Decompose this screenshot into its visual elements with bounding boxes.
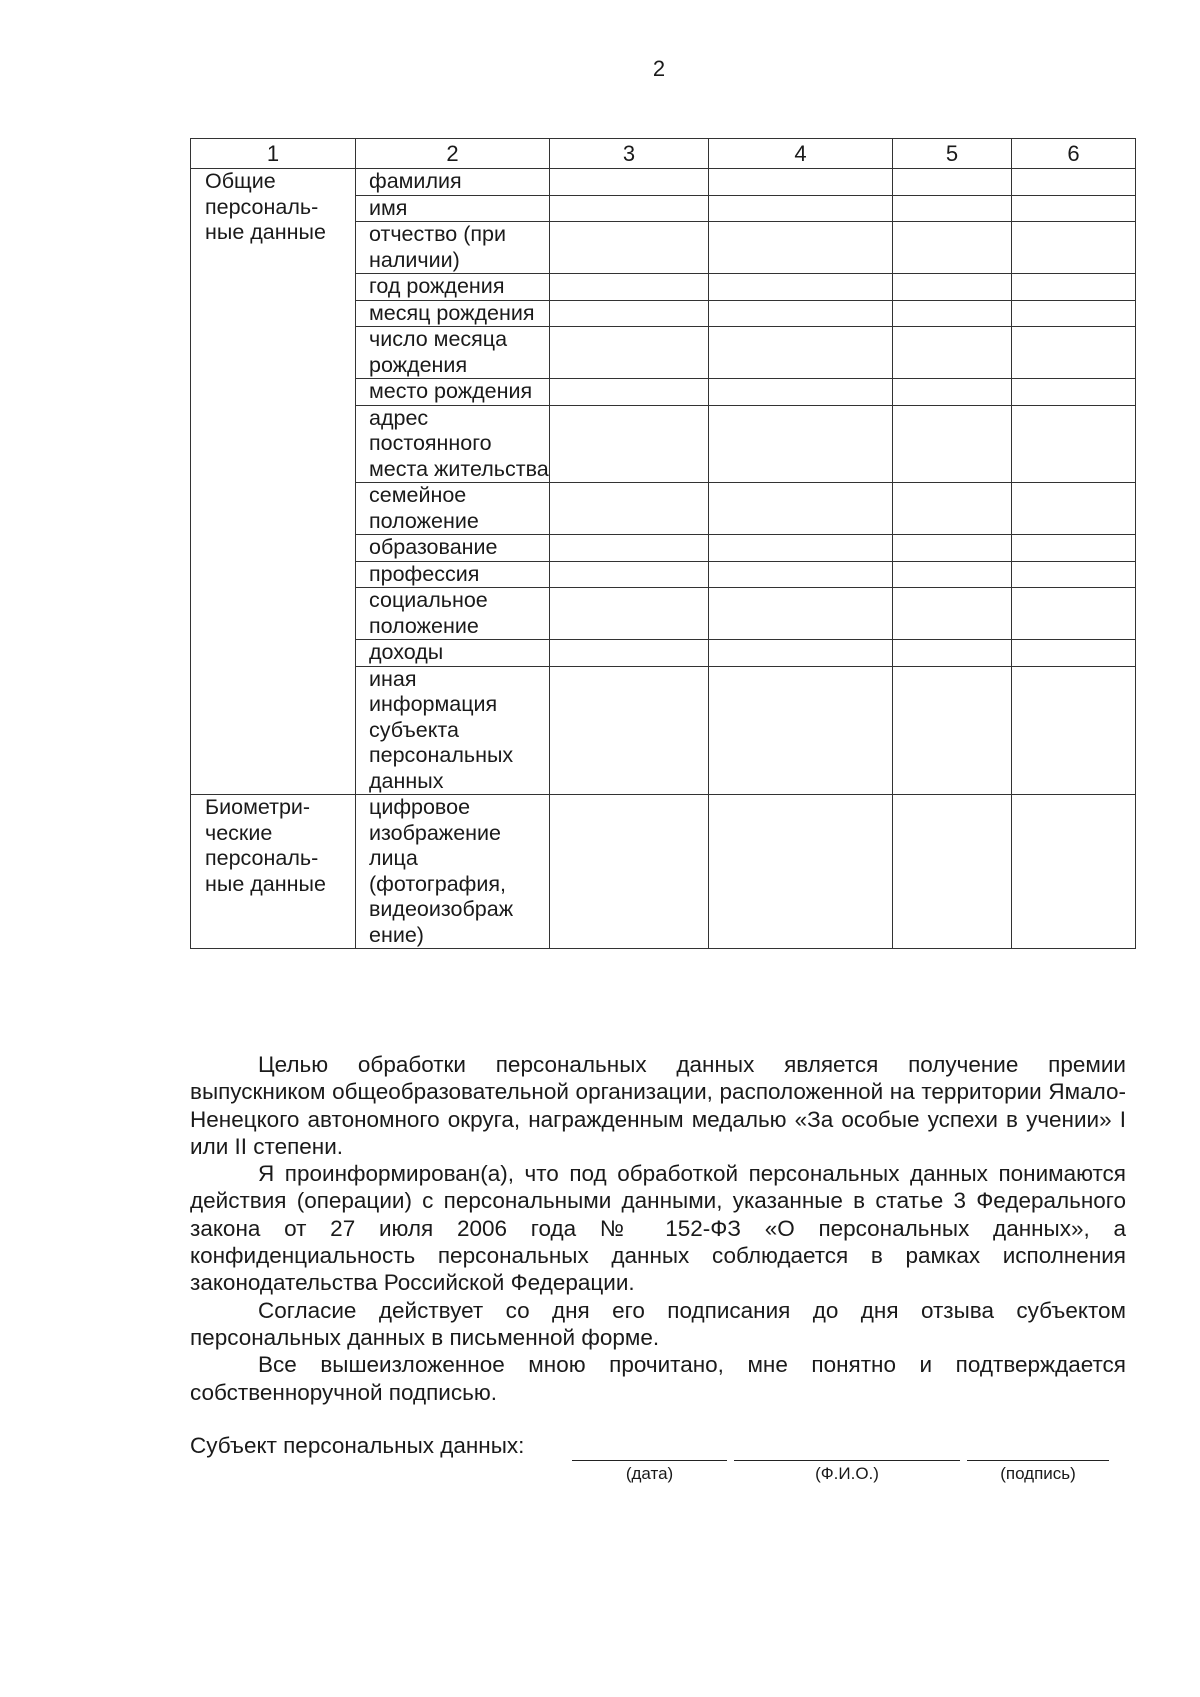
blank-cell[interactable] (1012, 195, 1136, 222)
blank-cell[interactable] (550, 588, 709, 640)
blank-cell[interactable] (1012, 274, 1136, 301)
blank-cell[interactable] (550, 795, 709, 949)
personal-data-table (190, 138, 1136, 949)
item-cell: семейное положение (356, 483, 550, 535)
signature-line[interactable] (967, 1460, 1109, 1461)
column-header: 2 (356, 139, 550, 169)
column-header: 5 (893, 139, 1012, 169)
column-header: 6 (1012, 139, 1136, 169)
blank-cell[interactable] (550, 379, 709, 406)
item-cell: фамилия (356, 169, 550, 196)
blank-cell[interactable] (709, 300, 893, 327)
confirmation-paragraph: Все вышеизложенное мною прочитано, мне понятно и подтверждается собственноручной подписью. (190, 1352, 1126, 1405)
category-biometric: Биометри-ческие персональ-ные данные (191, 795, 356, 949)
table-row (191, 795, 1136, 949)
blank-cell[interactable] (550, 535, 709, 562)
column-header: 3 (550, 139, 709, 169)
table-header-row (191, 139, 1136, 169)
blank-cell[interactable] (709, 274, 893, 301)
page-number: 2 (652, 56, 666, 81)
blank-cell[interactable] (709, 327, 893, 379)
blank-cell[interactable] (893, 405, 1012, 483)
name-line[interactable] (734, 1460, 960, 1461)
blank-cell[interactable] (550, 327, 709, 379)
date-line[interactable] (572, 1460, 727, 1461)
blank-cell[interactable] (1012, 640, 1136, 667)
blank-cell[interactable] (893, 379, 1012, 406)
purpose-paragraph: Целью обработки персональных данных является получение премии выпускником общеобразовательной организации, расположенной на территории Ямало-Ненецкого автономного округа, награжденным медалью «За особые успехи в учении» I или II степени. (190, 1052, 1126, 1159)
blank-cell[interactable] (1012, 327, 1136, 379)
consent-text (190, 1051, 1126, 1406)
signature-label: Субъект персональных данных: (190, 1433, 525, 1458)
blank-cell[interactable] (1012, 588, 1136, 640)
blank-cell[interactable] (1012, 666, 1136, 795)
blank-cell[interactable] (893, 274, 1012, 301)
blank-cell[interactable] (709, 588, 893, 640)
item-cell: число месяца рождения (356, 327, 550, 379)
blank-cell[interactable] (893, 795, 1012, 949)
date-caption: (дата) (625, 1464, 674, 1483)
table-row (191, 169, 1136, 196)
blank-cell[interactable] (1012, 535, 1136, 562)
blank-cell[interactable] (1012, 300, 1136, 327)
blank-cell[interactable] (709, 535, 893, 562)
item-cell: место рождения (356, 379, 550, 406)
signature-caption: (подпись) (1000, 1464, 1076, 1483)
name-caption: (Ф.И.О.) (815, 1464, 879, 1483)
blank-cell[interactable] (709, 640, 893, 667)
blank-cell[interactable] (709, 379, 893, 406)
item-cell: отчество (при наличии) (356, 222, 550, 274)
column-header: 1 (191, 139, 356, 169)
blank-cell[interactable] (709, 195, 893, 222)
blank-cell[interactable] (893, 666, 1012, 795)
blank-cell[interactable] (893, 588, 1012, 640)
blank-cell[interactable] (1012, 795, 1136, 949)
blank-cell[interactable] (709, 666, 893, 795)
blank-cell[interactable] (709, 169, 893, 196)
item-cell: имя (356, 195, 550, 222)
blank-cell[interactable] (1012, 169, 1136, 196)
blank-cell[interactable] (893, 222, 1012, 274)
blank-cell[interactable] (550, 483, 709, 535)
blank-cell[interactable] (550, 666, 709, 795)
blank-cell[interactable] (893, 327, 1012, 379)
blank-cell[interactable] (550, 169, 709, 196)
blank-cell[interactable] (1012, 379, 1136, 406)
blank-cell[interactable] (709, 222, 893, 274)
blank-cell[interactable] (1012, 405, 1136, 483)
item-cell: социальное положение (356, 588, 550, 640)
blank-cell[interactable] (550, 300, 709, 327)
blank-cell[interactable] (550, 195, 709, 222)
blank-cell[interactable] (709, 483, 893, 535)
validity-paragraph: Согласие действует со дня его подписания до дня отзыва субъектом персональных данных в письменной форме. (190, 1297, 1126, 1350)
blank-cell[interactable] (709, 405, 893, 483)
blank-cell[interactable] (893, 300, 1012, 327)
blank-cell[interactable] (1012, 222, 1136, 274)
blank-cell[interactable] (709, 561, 893, 588)
processing-paragraph: Я проинформирован(а), что под обработкой персональных данных понимаются действия (операции) с персональными данными, указанные в статье 3 Федерального закона от 27 июля 2006 года № 152-ФЗ «О персональных данных», а конфиденциальность персональных данных соблюдается в рамках исполнения законодательства Российской Федерации. (190, 1161, 1126, 1296)
blank-cell[interactable] (709, 795, 893, 949)
item-cell: доходы (356, 640, 550, 667)
item-cell: образование (356, 535, 550, 562)
category-general: Общие персональ-ные данные (191, 169, 356, 795)
blank-cell[interactable] (893, 169, 1012, 196)
blank-cell[interactable] (550, 222, 709, 274)
blank-cell[interactable] (550, 640, 709, 667)
blank-cell[interactable] (893, 561, 1012, 588)
item-cell: месяц рождения (356, 300, 550, 327)
item-cell: профессия (356, 561, 550, 588)
item-cell: адрес постоянного места жительства (356, 405, 550, 483)
blank-cell[interactable] (1012, 561, 1136, 588)
blank-cell[interactable] (893, 195, 1012, 222)
item-cell: цифровое изображение лица (фотография, видеоизображ ение) (356, 795, 550, 949)
blank-cell[interactable] (1012, 483, 1136, 535)
item-cell: год рождения (356, 274, 550, 301)
column-header: 4 (709, 139, 893, 169)
blank-cell[interactable] (550, 274, 709, 301)
item-cell: иная информация субъекта персональных данных (356, 666, 550, 795)
blank-cell[interactable] (550, 405, 709, 483)
blank-cell[interactable] (893, 640, 1012, 667)
blank-cell[interactable] (550, 561, 709, 588)
signature-block (190, 1433, 1135, 1493)
blank-cell[interactable] (893, 483, 1012, 535)
blank-cell[interactable] (893, 535, 1012, 562)
